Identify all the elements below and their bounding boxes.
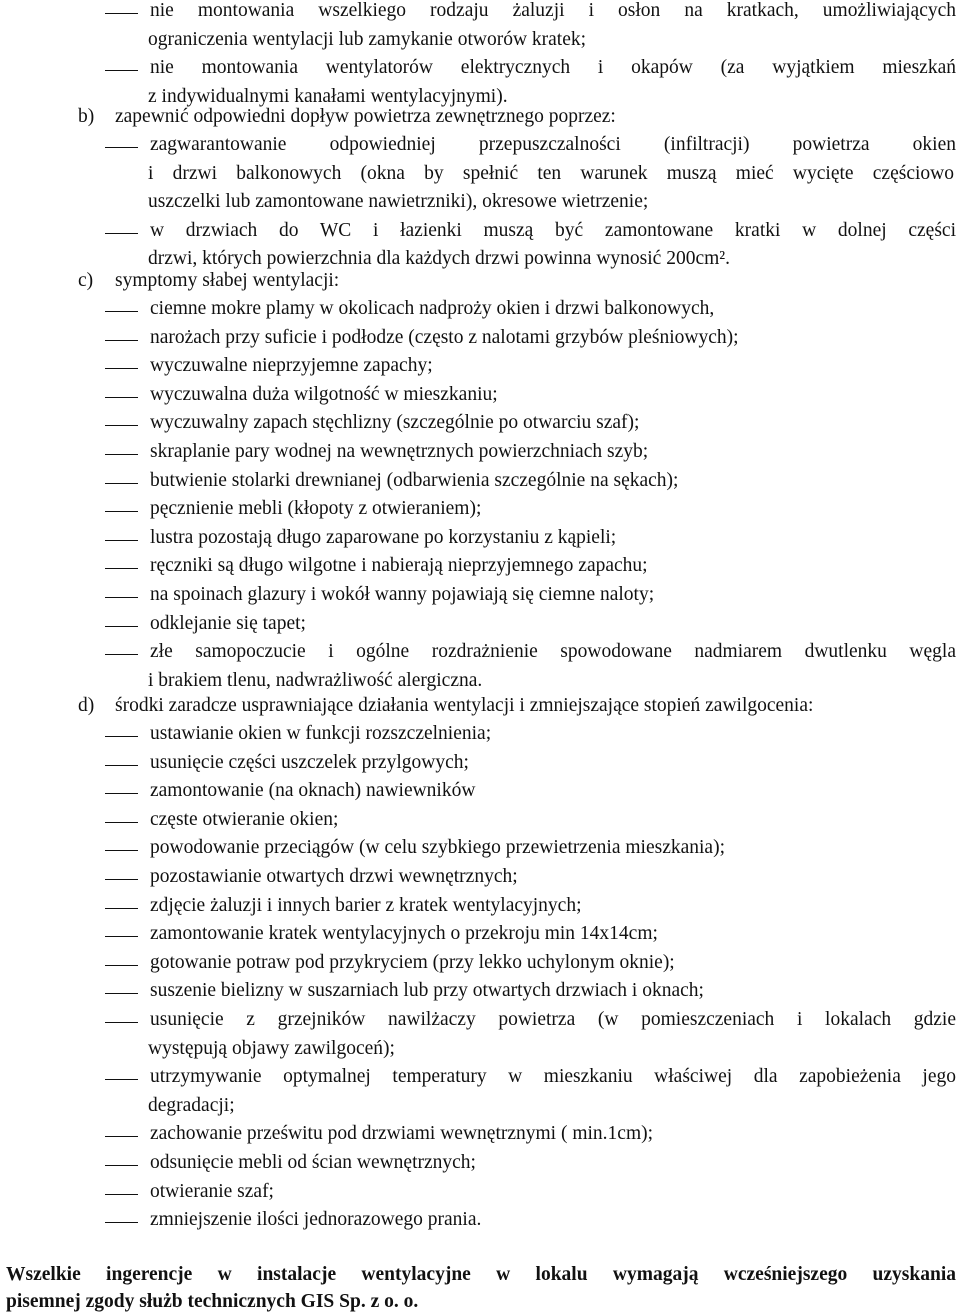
list-item-line: uszczelki lub zamontowane nawietrzniki), okresowe wietrzenie; (148, 191, 649, 213)
list-item (105, 356, 956, 385)
list-item (105, 385, 956, 414)
dash-bullet (105, 736, 138, 737)
list-item-line: lustra pozostają długo zaparowane po korzystaniu z kąpieli; (150, 526, 617, 548)
list-item-line: w drzwiach do WC i łazienki muszą być zamontowane kratki w dolnej części (150, 219, 956, 241)
dash-bullet (105, 233, 138, 234)
list-item-line: ograniczenia wentylacji lub zamykanie otworów kratek; (148, 28, 587, 50)
dash-bullet (105, 936, 138, 937)
dash-bullet (105, 147, 138, 148)
list-item (105, 981, 956, 1010)
list-item-line: usunięcie części uszczelek przylgowych; (150, 751, 469, 773)
list-item-line: powodowanie przeciągów (w celu szybkiego przewietrzenia mieszkania); (150, 837, 726, 859)
list-item-line: ciemne mokre plamy w okolicach nadproży okien i drzwi balkonowych, (150, 298, 715, 319)
dash-bullet (105, 1022, 138, 1023)
list-item-line: ustawianie okien w funkcji rozszczelnienia; (150, 723, 492, 744)
section-heading-text: symptomy słabej wentylacji: (115, 270, 340, 291)
list-item-line: pozostawianie otwartych drzwi wewnętrznych; (150, 866, 518, 887)
list-item-line: częste otwieranie okien; (150, 808, 339, 830)
dash-bullet (105, 1165, 138, 1166)
section-label: c) (78, 270, 94, 291)
list-item-line: odsunięcie mebli od ścian wewnętrznych; (150, 1152, 476, 1173)
dash-bullet (105, 454, 138, 455)
section-heading-text: zapewnić odpowiedni dopływ powietrza zewnętrznego poprzez: (115, 106, 616, 127)
dash-bullet (105, 626, 138, 627)
list-item (105, 328, 956, 357)
dash-bullet (105, 993, 138, 994)
list-item (105, 135, 956, 221)
list-item-line: usunięcie z grzejników nawilżaczy powietrza (w pomieszczeniach i lokalach gdzie (150, 1009, 956, 1030)
list-item-line: odklejanie się tapet; (150, 612, 306, 634)
list-item-line: z indywidualnymi kanałami wentylacyjnymi). (148, 85, 508, 107)
list-item-line: zamontowanie (na oknach) nawiewników (150, 780, 476, 802)
list-item (105, 642, 956, 699)
dash-bullet (105, 397, 138, 398)
list-item (105, 838, 956, 867)
list-item-line: złe samopoczucie i ogólne rozdrażnienie spowodowane nadmiarem dwutlenku węgla (150, 641, 956, 663)
dash-bullet (105, 1136, 138, 1137)
list-item-line: drzwi, których powierzchnia dla każdych drzwi powinna wynosić 200cm². (148, 248, 731, 270)
dash-bullet (105, 965, 138, 966)
list-item (105, 1010, 956, 1067)
list-item-line: występują objawy zawilgoceń); (148, 1037, 395, 1059)
list-item (105, 1, 956, 58)
list-item-line: wyczuwalna duża wilgotność w mieszkaniu; (150, 383, 498, 405)
list-item-line: wyczuwalne nieprzyjemne zapachy; (150, 355, 433, 377)
list-item (105, 299, 956, 328)
dash-bullet (105, 822, 138, 823)
dash-bullet (105, 483, 138, 484)
list-item-line: zagwarantowanie odpowiedniej przepuszczalności (infiltracji) powietrza okien (150, 134, 956, 155)
dash-bullet (105, 879, 138, 880)
list-item-line: narożach przy suficie i podłodze (często z nalotami grzybów pleśniowych); (150, 326, 739, 348)
list-item-line: butwienie stolarki drewnianej (odbarwienia szczególnie na sękach); (150, 469, 679, 491)
list-item (105, 924, 956, 953)
list-item (105, 781, 956, 810)
list-item (105, 585, 956, 614)
list-item-line: ręczniki są długo wilgotne i nabierają nieprzyjemnego zapachu; (150, 555, 648, 577)
section-c-heading (78, 271, 339, 291)
dash-bullet (105, 311, 138, 312)
list-item (105, 442, 956, 471)
dash-bullet (105, 1222, 138, 1223)
section-b-heading (78, 107, 616, 127)
list-item-line: skraplanie pary wodnej na wewnętrznych powierzchniach szyb; (150, 441, 649, 462)
list-item-line: nie montowania wentylatorów elektrycznych i okapów (za wyjątkiem mieszkań (150, 57, 956, 79)
list-item (105, 614, 956, 643)
list-item-line: gotowanie potraw pod przykryciem (przy lekko uchylonym oknie); (150, 951, 675, 973)
list-item-line: zdjęcie żaluzji i innych barier z kratek wentylacyjnych; (150, 894, 582, 916)
list-item-line: na spoinach glazury i wokół wanny pojawiają się ciemne naloty; (150, 584, 655, 605)
dash-bullet (105, 511, 138, 512)
dash-bullet (105, 765, 138, 766)
dash-bullet (105, 1194, 138, 1195)
list-item-line: pęcznienie mebli (kłopoty z otwieraniem); (150, 498, 482, 520)
list-item-line: suszenie bielizny w suszarniach lub przy otwartych drzwiach i oknach; (150, 980, 704, 1002)
list-item-line: i brakiem tlenu, nadwrażliwość alergiczna. (148, 669, 483, 691)
dash-bullet (105, 1079, 138, 1080)
list-item (105, 953, 956, 982)
dash-bullet (105, 425, 138, 426)
dash-bullet (105, 13, 138, 14)
list-item (105, 810, 956, 839)
list-item-line: i drzwi balkonowych (okna by spełnić ten warunek muszą mieć wycięte częściowo (148, 162, 954, 184)
list-item-line: degradacji; (148, 1094, 235, 1116)
list-item (105, 724, 956, 753)
dash-bullet (105, 340, 138, 341)
list-item (105, 1182, 956, 1211)
list-item-line: wyczuwalny zapach stęchlizny (szczególnie po otwarciu szaf); (150, 412, 640, 434)
dash-bullet (105, 368, 138, 369)
dash-bullet (105, 70, 138, 71)
list-item (105, 471, 956, 500)
list-item-line: otwieranie szaf; (150, 1180, 274, 1202)
footer-notice-line: Wszelkie ingerencje w instalacje wentylacyjne w lokalu wymagają wcześniejszego uzyskania (6, 1264, 956, 1285)
section-label: d) (78, 695, 95, 716)
list-item (105, 896, 956, 925)
list-item (105, 499, 956, 528)
list-item-line: zmniejszenie ilości jednorazowego prania. (150, 1209, 482, 1231)
dash-bullet (105, 597, 138, 598)
list-item (105, 867, 956, 896)
list-item (105, 1067, 956, 1124)
list-item (105, 1210, 956, 1239)
list-item (105, 753, 956, 782)
section-label: b) (78, 106, 95, 127)
list-item (105, 556, 956, 585)
dash-bullet (105, 908, 138, 909)
dash-bullet (105, 568, 138, 569)
list-item-line: utrzymywanie optymalnej temperatury w mieszkaniu właściwej dla zapobieżenia jego (150, 1066, 956, 1088)
list-item (105, 1124, 956, 1153)
list-item-line: nie montowania wszelkiego rodzaju żaluzji i osłon na kratkach, umożliwiających (150, 0, 956, 21)
section-d-heading (78, 696, 813, 716)
list-item-line: zachowanie prześwitu pod drzwiami wewnętrznymi ( min.1cm); (150, 1123, 654, 1145)
dash-bullet (105, 654, 138, 655)
list-item (105, 413, 956, 442)
dash-bullet (105, 793, 138, 794)
list-item-line: zamontowanie kratek wentylacyjnych o przekroju min 14x14cm; (150, 923, 658, 945)
dash-bullet (105, 540, 138, 541)
footer-notice-line: pisemnej zgody służb technicznych GIS Sp. z o. o. (6, 1291, 419, 1312)
dash-bullet (105, 850, 138, 851)
section-heading-text: środki zaradcze usprawniające działania wentylacji i zmniejszające stopień zawilgocenia: (115, 695, 814, 716)
list-item (105, 528, 956, 557)
list-item (105, 1153, 956, 1182)
